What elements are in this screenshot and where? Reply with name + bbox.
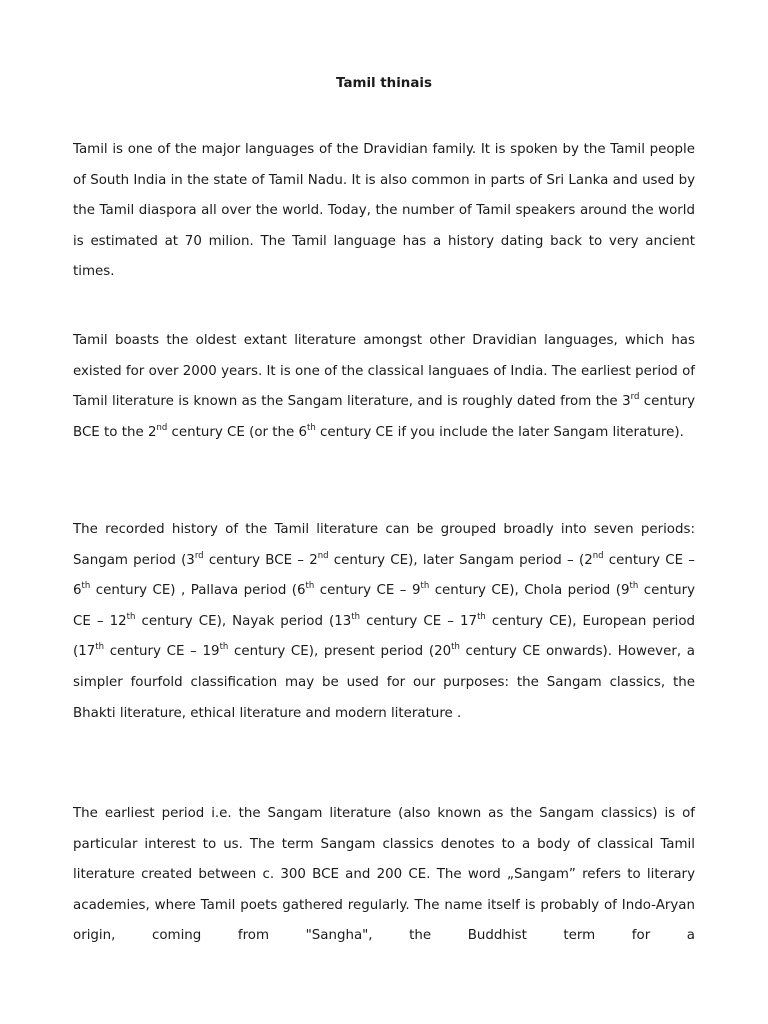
ordinal-suffix: th	[351, 611, 361, 622]
paragraph-text: The recorded history of the Tamil literature can be grouped broadly into seven periods: Sangam period (3	[73, 522, 695, 568]
ordinal-suffix: nd	[156, 422, 168, 433]
paragraph-text: Tamil boasts the oldest extant literature amongst other Dravidian languages, which has existed for over 2000 years. It is one of the classical languaes of India. The earliest period of Tamil literature is known as the Sangam literature, and is roughly dated from the 3	[73, 333, 695, 410]
ordinal-suffix: nd	[317, 550, 329, 561]
paragraph-text: century CE onwards). However, a simpler fourfold classification may be used for our purposes: the Sangam classics, the Bhakti literature, ethical literature and modern literature .	[73, 644, 695, 721]
paragraph-text: century CE if you include the later Sangam literature).	[315, 424, 684, 440]
paragraph-text: century CE), Chola period (9	[429, 583, 630, 599]
paragraph-text: century CE – 9	[314, 583, 421, 599]
ordinal-suffix: th	[307, 422, 316, 433]
ordinal-suffix: th	[126, 611, 136, 622]
paragraph-literature-age	[73, 326, 695, 448]
paragraph-text: century CE), present period (20	[228, 644, 452, 660]
page-title: Tamil thinais	[336, 76, 432, 91]
ordinal-suffix: th	[95, 642, 104, 653]
ordinal-suffix: th	[81, 581, 91, 592]
paragraph-text: century CE – 12	[73, 583, 695, 629]
paragraph-text: century CE), Nayak period (13	[135, 613, 352, 629]
ordinal-suffix: th	[451, 642, 460, 653]
ordinal-suffix: th	[305, 581, 315, 592]
paragraph-intro	[73, 135, 695, 288]
paragraph-sangam	[73, 799, 695, 952]
ordinal-suffix: rd	[630, 392, 640, 403]
paragraph-periods	[73, 515, 695, 729]
ordinal-suffix: th	[420, 581, 430, 592]
paragraph-text: century BCE to the 2	[73, 394, 695, 440]
paragraph-text: century CE – 19	[104, 644, 220, 660]
ordinal-suffix: th	[629, 581, 639, 592]
paragraph-text: century BCE – 2	[203, 552, 318, 568]
ordinal-suffix: th	[219, 642, 229, 653]
ordinal-suffix: th	[477, 611, 486, 622]
paragraph-text: Tamil is one of the major languages of the Dravidian family. It is spoken by the Tamil people of South India in the state of Tamil Nadu. It is also common in parts of Sri Lanka and used by the Tamil diaspora all over the world. Today, the number of Tamil speakers around the world is estimated at 70 milion. The Tamil language has a history dating back to very ancient times.	[73, 142, 695, 280]
paragraph-text: century CE), later Sangam period – (2	[328, 552, 593, 568]
paragraph-text: century CE), European period (17	[73, 613, 696, 660]
ordinal-suffix: nd	[592, 550, 604, 561]
paragraph-text: century CE) , Pallava period (6	[90, 583, 306, 599]
ordinal-suffix: rd	[194, 550, 204, 561]
paragraph-text: century CE – 6	[73, 552, 696, 599]
paragraph-text: The earliest period i.e. the Sangam literature (also known as the Sangam classics) is of particular interest to us. The term Sangam classics denotes to a body of classical Tamil literature created between c. 300 BCE and 200 CE. The word „Sangam” refers to literary academies, where Tamil poets gathered regularly. The name itself is probably of Indo-Aryan origin, coming from "Sangha", the Buddhist term for a	[73, 806, 695, 944]
paragraph-text: century CE (or the 6	[167, 424, 308, 440]
paragraph-text: century CE – 17	[360, 613, 478, 629]
